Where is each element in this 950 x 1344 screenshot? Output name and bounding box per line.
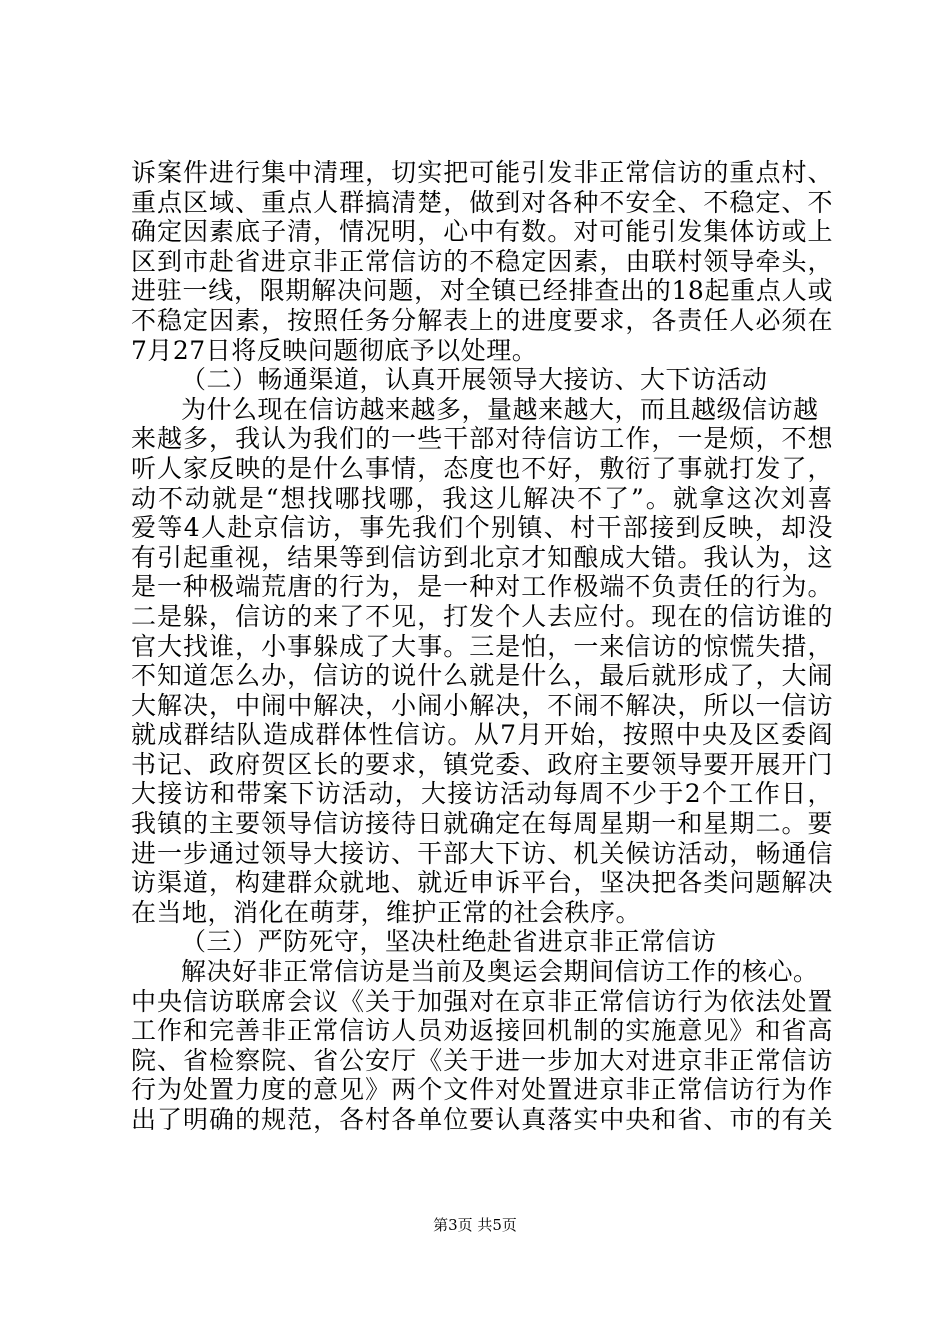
text-line: 书记、政府贺区长的要求，镇党委、政府主要领导要开展开门	[131, 749, 833, 779]
text-line: 出了明确的规范，各村各单位要认真落实中央和省、市的有关	[131, 1105, 833, 1134]
text-line: 7月27日将反映问题彻底予以处理。	[131, 335, 538, 365]
text-line: 大解决，中闹中解决，小闹小解决，不闹不解决，所以一信访	[131, 690, 833, 720]
text-line: 有引起重视，结果等到信访到北京才知酿成大错。我认为，这	[131, 542, 833, 572]
text-line: 进驻一线，限期解决问题，对全镇已经排查出的18起重点人或	[131, 276, 833, 306]
text-line: 区到市赴省进京非正常信访的不稳定因素，由联村领导牵头，	[131, 246, 833, 276]
text-line: 我镇的主要领导信访接待日就确定在每周星期一和星期二。要	[131, 809, 833, 839]
text-line: 进一步通过领导大接访、干部大下访、机关候访活动，畅通信	[131, 838, 833, 868]
text-line: 动不动就是“想找哪找哪，我这儿解决不了”。就拿这次刘喜	[131, 483, 833, 513]
text-line: 不知道怎么办，信访的说什么就是什么，最后就形成了，大闹	[131, 661, 833, 691]
text-line: 大接访和带案下访活动，大接访活动每周不少于2个工作日，	[131, 779, 833, 809]
text-line: 重点区域、重点人群搞清楚，做到对各种不安全、不稳定、不	[131, 187, 833, 217]
text-line: 诉案件进行集中清理，切实把可能引发非正常信访的重点村、	[131, 158, 833, 187]
text-line: 为什么现在信访越来越多，量越来越大，而且越级信访越	[181, 394, 819, 424]
text-line: 行为处置力度的意见》两个文件对处置进京非正常信访行为作	[131, 1075, 833, 1105]
text-line: 官大找谁，小事躲成了大事。三是怕，一来信访的惊慌失措，	[131, 631, 833, 661]
section-heading: （三）严防死守，坚决杜绝赴省进京非正常信访	[181, 927, 717, 957]
text-line: 听人家反映的是什么事情，态度也不好，敷衍了事就打发了，	[131, 453, 833, 483]
text-line: 院、省检察院、省公安厅《关于进一步加大对进京非正常信访	[131, 1045, 833, 1075]
text-line: 爱等4人赴京信访，事先我们个别镇、村干部接到反映，却没	[131, 513, 833, 543]
text-line: 工作和完善非正常信访人员劝返接回机制的实施意见》和省高	[131, 1016, 833, 1046]
text-line: 来越多，我认为我们的一些干部对待信访工作，一是烦，不想	[131, 424, 833, 454]
text-line: 就成群结队造成群体性信访。从7月开始，按照中央及区委阎	[131, 720, 833, 750]
text-line: 在当地，消化在萌芽，维护正常的社会秩序。	[131, 897, 642, 927]
text-line: 解决好非正常信访是当前及奥运会期间信访工作的核心。	[181, 957, 819, 987]
text-line: 不稳定因素，按照任务分解表上的进度要求，各责任人必须在	[131, 305, 833, 335]
text-line: 是一种极端荒唐的行为，是一种对工作极端不负责任的行为。	[131, 572, 833, 602]
body-text	[131, 158, 833, 1135]
text-line: 二是躲，信访的来了不见，打发个人去应付。现在的信访谁的	[131, 601, 833, 631]
page-footer: 第3页 共5页	[433, 1216, 517, 1234]
text-line: 中央信访联席会议《关于加强对在京非正常信访行为依法处置	[131, 986, 833, 1016]
text-line: 访渠道，构建群众就地、就近申诉平台，坚决把各类问题解决	[131, 868, 833, 898]
text-line: 确定因素底子清，情况明，心中有数。对可能引发集体访或上	[131, 217, 833, 247]
section-heading: （二）畅通渠道，认真开展领导大接访、大下访活动	[181, 365, 768, 395]
